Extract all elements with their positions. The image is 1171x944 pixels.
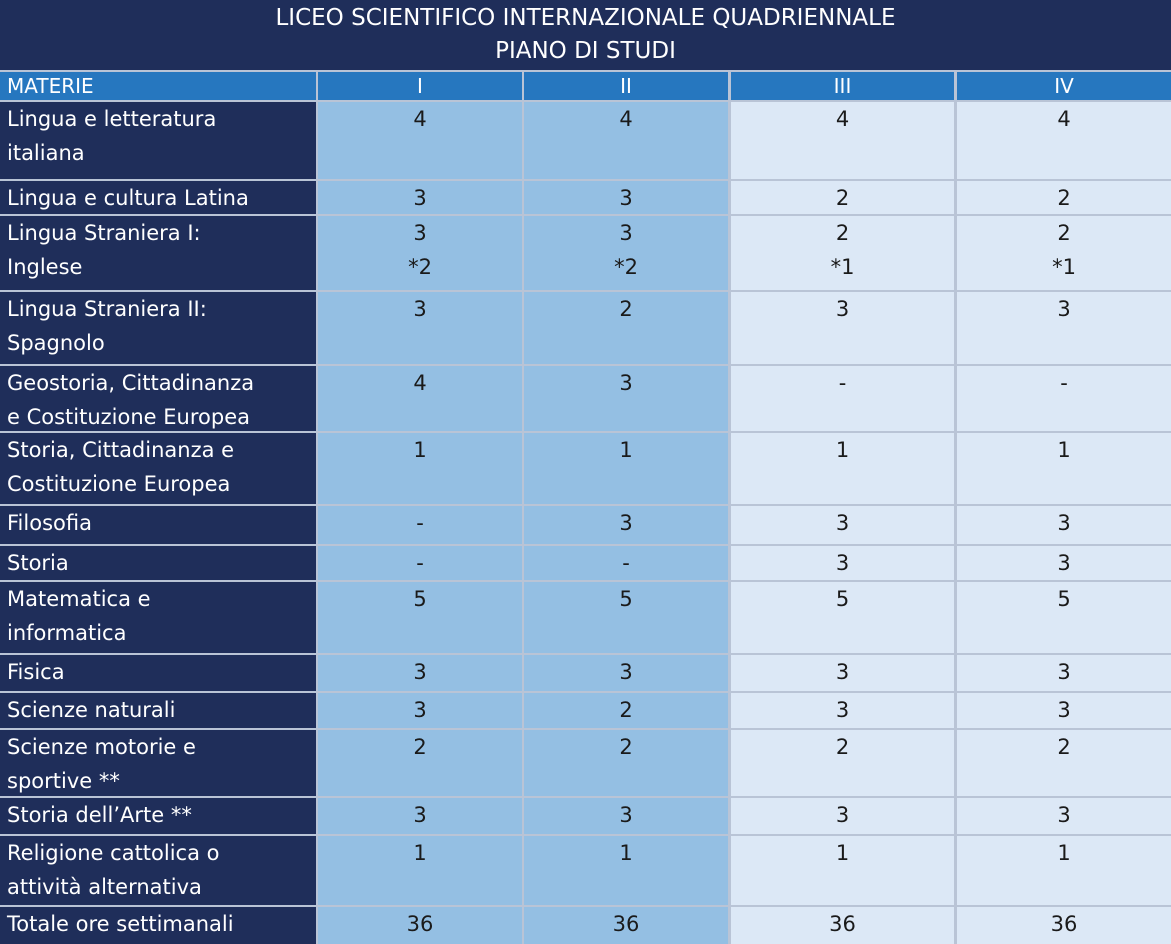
hours-cell-year-3 bbox=[731, 506, 954, 544]
subject-line: Storia, Cittadinanza e bbox=[7, 438, 235, 462]
hours-value: 2 bbox=[619, 735, 633, 759]
hours-cell-year-2 bbox=[524, 292, 728, 364]
hours-cell-year-2 bbox=[524, 798, 728, 834]
header-year-2: II bbox=[524, 72, 728, 100]
subject-cell bbox=[0, 546, 316, 580]
hours-cell-year-1 bbox=[318, 181, 522, 214]
hours-value: 3 bbox=[835, 660, 850, 684]
hours-cell-year-4 bbox=[957, 582, 1171, 653]
hours-cell-year-4 bbox=[957, 836, 1171, 905]
table-row bbox=[0, 730, 1171, 796]
hours-cell-year-2 bbox=[524, 655, 728, 691]
subject-cell bbox=[0, 102, 316, 179]
hours-value: 3 bbox=[835, 551, 850, 575]
subject-cell bbox=[0, 907, 316, 944]
hours-value: 36 bbox=[829, 912, 856, 936]
table-row bbox=[0, 798, 1171, 834]
hours-cell-year-4 bbox=[957, 506, 1171, 544]
subject-line: Inglese bbox=[7, 255, 83, 279]
subject-cell bbox=[0, 582, 316, 653]
hours-value: 3 bbox=[619, 221, 633, 245]
subject-line: Fisica bbox=[7, 660, 65, 684]
hours-value: 3 bbox=[619, 371, 633, 395]
hours-value: 1 bbox=[413, 841, 427, 865]
subject-cell bbox=[0, 216, 316, 290]
hours-cell-year-2 bbox=[524, 730, 728, 796]
hours-value: 3 bbox=[1057, 698, 1071, 722]
subject-line: Lingua e letteratura bbox=[7, 107, 217, 131]
hours-value: 1 bbox=[619, 841, 633, 865]
hours-cell-year-4 bbox=[957, 366, 1171, 431]
subject-line: italiana bbox=[7, 141, 85, 165]
hours-cell-year-3 bbox=[731, 655, 954, 691]
subject-line: Filosofia bbox=[7, 511, 92, 535]
header-year-3: III bbox=[731, 72, 954, 100]
hours-value: 3 bbox=[413, 297, 427, 321]
hours-value: 3 bbox=[413, 221, 427, 245]
subject-line: Geostoria, Cittadinanza bbox=[7, 371, 255, 395]
table-row bbox=[0, 836, 1171, 905]
hours-value: 36 bbox=[1050, 912, 1078, 936]
hours-value: 36 bbox=[612, 912, 640, 936]
subject-line: e Costituzione Europea bbox=[7, 405, 250, 429]
hours-value: 3 bbox=[619, 660, 633, 684]
hours-value: 3 bbox=[619, 186, 633, 210]
hours-value: 3 bbox=[413, 186, 427, 210]
subject-cell bbox=[0, 693, 316, 728]
hours-value: 3 bbox=[1057, 511, 1071, 535]
table-row bbox=[0, 292, 1171, 364]
hours-value: - bbox=[416, 551, 424, 575]
hours-value: 3 bbox=[1057, 803, 1071, 827]
hours-cell-year-4 bbox=[957, 181, 1171, 214]
subject-cell bbox=[0, 181, 316, 214]
subject-line: Storia bbox=[7, 551, 69, 575]
hours-cell-year-4 bbox=[957, 730, 1171, 796]
hours-cell-year-1 bbox=[318, 102, 522, 179]
hours-cell-year-4 bbox=[957, 907, 1171, 944]
hours-value: 2 bbox=[619, 297, 633, 321]
hours-cell-year-1 bbox=[318, 655, 522, 691]
hours-cell-year-2 bbox=[524, 102, 728, 179]
hours-value: 5 bbox=[1057, 587, 1071, 611]
hours-value: 4 bbox=[413, 107, 427, 131]
hours-value: 1 bbox=[413, 438, 427, 462]
hours-cell-year-3 bbox=[731, 102, 954, 179]
table-row bbox=[0, 181, 1171, 214]
subject-line: Lingua e cultura Latina bbox=[7, 186, 249, 210]
table-row bbox=[0, 693, 1171, 728]
hours-value: 1 bbox=[835, 841, 850, 865]
hours-cell-year-1 bbox=[318, 693, 522, 728]
hours-value: 2 bbox=[1057, 186, 1071, 210]
hours-cell-year-3 bbox=[731, 433, 954, 504]
hours-cell-year-2 bbox=[524, 216, 728, 290]
subject-line: attività alternativa bbox=[7, 875, 202, 899]
subject-line: Totale ore settimanali bbox=[7, 912, 234, 936]
subject-line: Scienze motorie e bbox=[7, 735, 196, 759]
hours-cell-year-2 bbox=[524, 693, 728, 728]
hours-value: - bbox=[622, 551, 630, 575]
hours-cell-year-2 bbox=[524, 836, 728, 905]
hours-cell-year-2 bbox=[524, 582, 728, 653]
subject-line: Lingua Straniera I: bbox=[7, 221, 201, 245]
hours-value: 3 bbox=[835, 511, 850, 535]
hours-value: 3 bbox=[619, 803, 633, 827]
hours-value: 3 bbox=[835, 698, 850, 722]
table-row bbox=[0, 216, 1171, 290]
hours-cell-year-2 bbox=[524, 433, 728, 504]
hours-cell-year-1 bbox=[318, 506, 522, 544]
subject-cell bbox=[0, 366, 316, 431]
table-row bbox=[0, 582, 1171, 653]
hours-cell-year-2 bbox=[524, 907, 728, 944]
subject-cell bbox=[0, 506, 316, 544]
hours-cell-year-1 bbox=[318, 730, 522, 796]
subject-cell bbox=[0, 433, 316, 504]
hours-cell-year-1 bbox=[318, 582, 522, 653]
table-row bbox=[0, 655, 1171, 691]
table-row bbox=[0, 102, 1171, 179]
hours-cell-year-3 bbox=[731, 216, 954, 290]
table-row bbox=[0, 433, 1171, 504]
hours-cell-year-4 bbox=[957, 102, 1171, 179]
hours-value: 3 bbox=[1057, 660, 1071, 684]
hours-value: 4 bbox=[413, 371, 427, 395]
hours-cell-year-1 bbox=[318, 366, 522, 431]
hours-value: 1 bbox=[835, 438, 850, 462]
subject-cell bbox=[0, 655, 316, 691]
hours-cell-year-3 bbox=[731, 836, 954, 905]
hours-value: 2 bbox=[1057, 221, 1071, 245]
header-year-4: IV bbox=[957, 72, 1171, 100]
hours-value: 5 bbox=[619, 587, 633, 611]
hours-cell-year-3 bbox=[731, 907, 954, 944]
table-row bbox=[0, 546, 1171, 580]
hours-cell-year-1 bbox=[318, 216, 522, 290]
subject-line: Matematica e bbox=[7, 587, 151, 611]
hours-cell-year-4 bbox=[957, 292, 1171, 364]
subject-line: informatica bbox=[7, 621, 127, 645]
subject-line: Storia dell’Arte ** bbox=[7, 803, 192, 827]
hours-value: 2 bbox=[835, 186, 850, 210]
hours-cell-year-3 bbox=[731, 730, 954, 796]
subject-line: Scienze naturali bbox=[7, 698, 176, 722]
hours-value: 36 bbox=[406, 912, 434, 936]
subject-line: Costituzione Europea bbox=[7, 472, 231, 496]
hours-cell-year-1 bbox=[318, 292, 522, 364]
hours-value: 3 bbox=[835, 297, 850, 321]
table-row bbox=[0, 506, 1171, 544]
hours-value: 3 bbox=[1057, 551, 1071, 575]
hours-value: 2 bbox=[413, 735, 427, 759]
hours-cell-year-1 bbox=[318, 433, 522, 504]
hours-value: 3 bbox=[1057, 297, 1071, 321]
subject-cell bbox=[0, 836, 316, 905]
hours-value: - bbox=[838, 371, 847, 395]
hours-value: 2 bbox=[1057, 735, 1071, 759]
hours-value: *1 bbox=[830, 255, 855, 279]
hours-value: *2 bbox=[408, 255, 432, 279]
hours-cell-year-4 bbox=[957, 216, 1171, 290]
hours-value: 1 bbox=[1057, 438, 1071, 462]
hours-value: 4 bbox=[1057, 107, 1071, 131]
hours-value: 3 bbox=[619, 511, 633, 535]
table-row bbox=[0, 907, 1171, 944]
subject-line: Spagnolo bbox=[7, 331, 105, 355]
hours-value: 3 bbox=[413, 803, 427, 827]
header-row bbox=[0, 72, 1171, 100]
subject-line: Religione cattolica o bbox=[7, 841, 220, 865]
subject-line: sportive ** bbox=[7, 769, 120, 793]
hours-cell-year-4 bbox=[957, 798, 1171, 834]
hours-value: 4 bbox=[619, 107, 633, 131]
hours-cell-year-3 bbox=[731, 693, 954, 728]
hours-cell-year-3 bbox=[731, 582, 954, 653]
hours-cell-year-3 bbox=[731, 292, 954, 364]
hours-cell-year-1 bbox=[318, 907, 522, 944]
hours-cell-year-4 bbox=[957, 546, 1171, 580]
hours-cell-year-3 bbox=[731, 546, 954, 580]
hours-value: 5 bbox=[413, 587, 427, 611]
hours-cell-year-4 bbox=[957, 655, 1171, 691]
hours-value: 2 bbox=[619, 698, 633, 722]
hours-cell-year-1 bbox=[318, 546, 522, 580]
title-line-1: LICEO SCIENTIFICO INTERNAZIONALE QUADRIENNALE bbox=[275, 5, 896, 31]
hours-value: 1 bbox=[1057, 841, 1071, 865]
hours-cell-year-2 bbox=[524, 546, 728, 580]
hours-value: *1 bbox=[1052, 255, 1076, 279]
subject-cell bbox=[0, 798, 316, 834]
hours-cell-year-3 bbox=[731, 798, 954, 834]
hours-cell-year-2 bbox=[524, 181, 728, 214]
hours-value: 3 bbox=[413, 660, 427, 684]
hours-cell-year-1 bbox=[318, 836, 522, 905]
hours-value: 3 bbox=[835, 803, 850, 827]
hours-value: 2 bbox=[835, 221, 850, 245]
hours-cell-year-2 bbox=[524, 506, 728, 544]
hours-cell-year-4 bbox=[957, 693, 1171, 728]
subject-cell bbox=[0, 292, 316, 364]
table-title bbox=[0, 0, 1171, 70]
hours-value: - bbox=[1060, 371, 1068, 395]
hours-cell-year-1 bbox=[318, 798, 522, 834]
hours-value: *2 bbox=[614, 255, 638, 279]
hours-cell-year-4 bbox=[957, 433, 1171, 504]
hours-value: 1 bbox=[619, 438, 633, 462]
header-year-1: I bbox=[318, 72, 522, 100]
hours-value: 5 bbox=[835, 587, 850, 611]
hours-cell-year-3 bbox=[731, 366, 954, 431]
hours-value: 3 bbox=[413, 698, 427, 722]
hours-cell-year-2 bbox=[524, 366, 728, 431]
hours-value: - bbox=[416, 511, 424, 535]
hours-value: 4 bbox=[835, 107, 850, 131]
header-subject: MATERIE bbox=[0, 72, 316, 100]
hours-cell-year-3 bbox=[731, 181, 954, 214]
table-row bbox=[0, 366, 1171, 431]
subject-cell bbox=[0, 730, 316, 796]
hours-value: 2 bbox=[835, 735, 850, 759]
subject-line: Lingua Straniera II: bbox=[7, 297, 207, 321]
title-line-2: PIANO DI STUDI bbox=[495, 38, 676, 64]
